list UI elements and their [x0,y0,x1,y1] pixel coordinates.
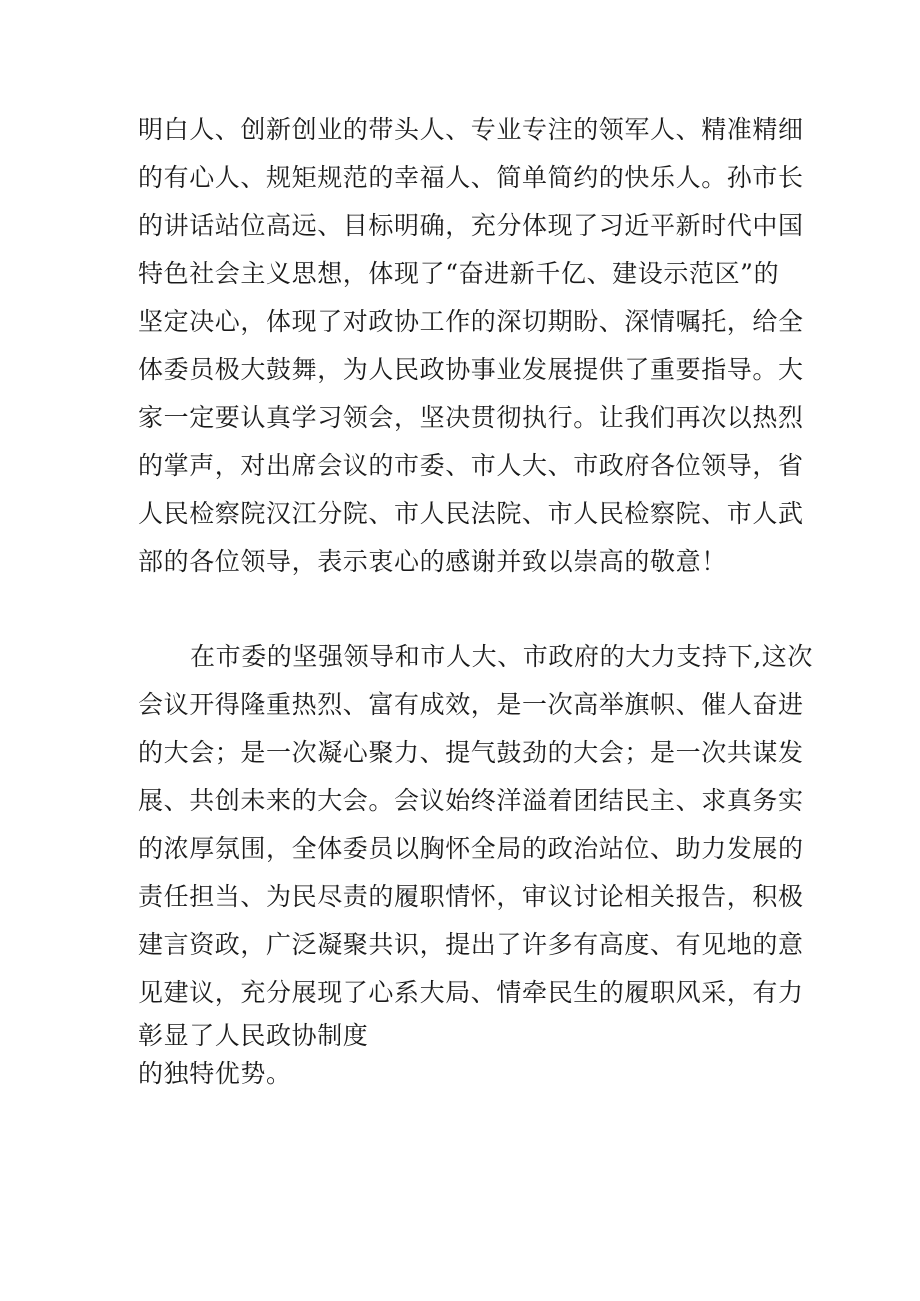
paragraph-2-line: 在市委的坚强领导和市人大、市政府的大力支持下,这次 [190,642,813,671]
paragraph-1-line: 人民检察院汉江分院、市人民法院、市人民检察院、市人武 [138,499,804,528]
paragraph-2 [138,633,813,1093]
paragraph-1-line: 体委员极大鼓舞，为人民政协事业发展提供了重要指导。大 [138,355,804,384]
paragraph-1-line: 坚定决心，体现了对政协工作的深切期盼、深情嘱托，给全 [138,307,804,336]
paragraph-1-line: 特色社会主义思想，体现了“奋进新千亿、建设示范区”的 [138,259,780,288]
paragraph-1-line: 的讲话站位高远、目标明确，充分体现了习近平新时代中国 [138,211,804,240]
paragraph-2-line: 展、共创未来的大会。会议始终洋溢着团结民主、求真务实 [138,786,804,815]
paragraph-1-line: 部的各位领导，表示衷心的感谢并致以崇高的敬意！ [138,547,727,576]
paragraph-2-line: 的浓厚氛围，全体委员以胸怀全局的政治站位、助力发展的 [138,834,804,863]
paragraph-1-line: 的掌声，对出席会议的市委、市人大、市政府各位领导，省 [138,451,804,480]
paragraph-2-line: 建言资政，广泛凝聚共识，提出了许多有高度、有见地的意 [138,930,804,959]
paragraph-1-line: 明白人、创新创业的带头人、专业专注的领军人、精准精细 [138,115,804,144]
paragraph-2-line: 责任担当、为民尽责的履职情怀，审议讨论相关报告，积极 [138,882,804,911]
paragraph-2-line: 的大会；是一次凝心聚力、提气鼓劲的大会；是一次共谋发 [138,738,804,767]
paragraph-2-line: 彰显了人民政协制度 [138,1021,369,1050]
paragraph-2-line: 的独特优势。 [138,1059,292,1088]
paragraph-1-line: 的有心人、规矩规范的幸福人、简单简约的快乐人。孙市长 [138,163,804,192]
paragraph-2-line: 见建议，充分展现了心系大局、情牵民生的履职风采，有力 [138,978,804,1007]
paragraph-2-line: 会议开得隆重热烈、富有成效，是一次高举旗帜、催人奋进 [138,690,804,719]
paragraph-1 [138,106,804,586]
paragraph-1-line: 家一定要认真学习领会，坚决贯彻执行。让我们再次以热烈 [138,403,804,432]
